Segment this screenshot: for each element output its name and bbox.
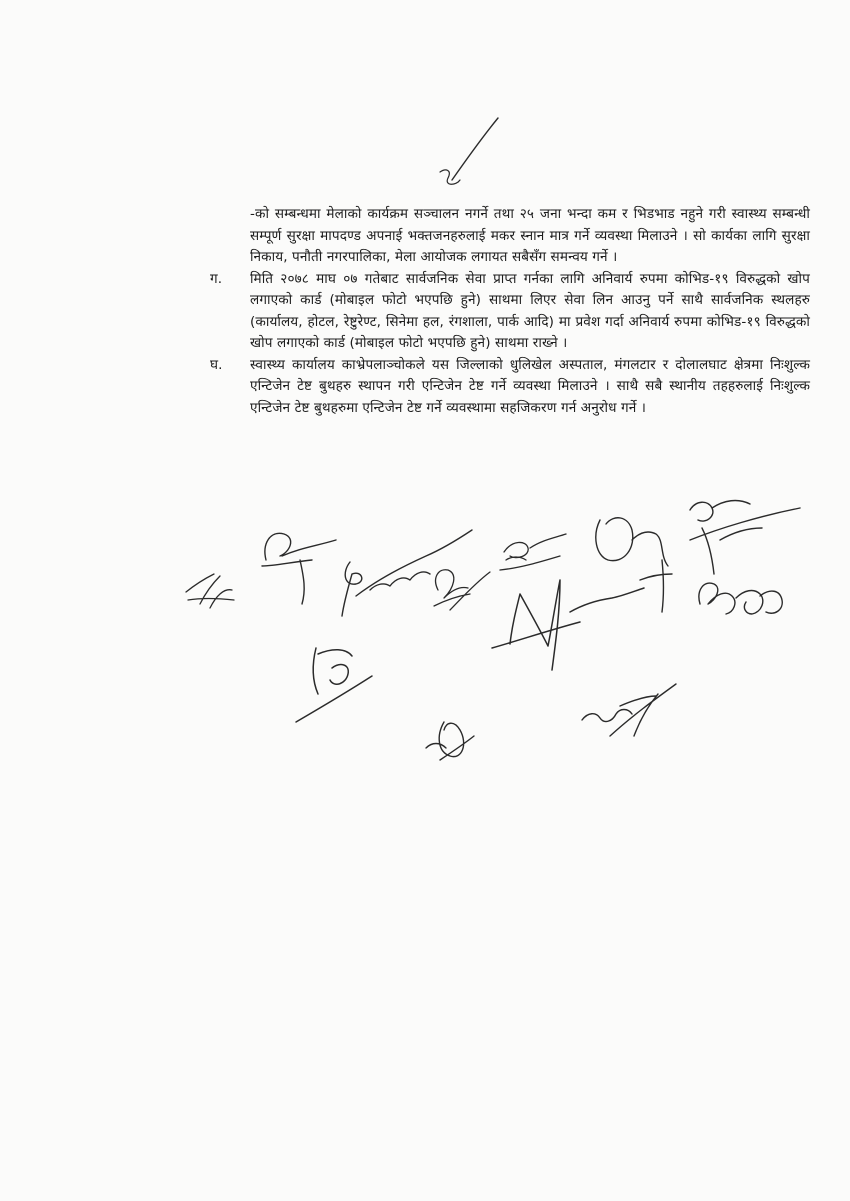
signature [699,583,782,614]
signature [426,722,474,760]
list-item-label: घ. [210,356,223,373]
signature [500,534,566,570]
signature [492,580,644,670]
signature [582,684,676,736]
signature [262,533,336,604]
list-item-label: ग. [210,270,223,287]
list-item-text: स्वास्थ्य कार्यालय काभ्रेपलाञ्चोकले यस जिल्लाको धुलिखेल अस्पताल, मंगलटार र दोलालघाट क्षेत्रमा निःशुल्क एन्टिजेन टेष्ट बुथहरु स्थापन गरी एन्टिजेन टेष्ट गर्ने व्यवस्था मिलाउने । साथै सबै स्थानीय तहहरुलाई निःशुल्क एन्टिजेन टेष्ट बुथहरुमा एन्टिजेन टेष्ट गर्ने व्यवस्थामा सहजिकरण गर्न अनुरोध गर्ने । [250,356,810,416]
continuation-paragraph: -को सम्बन्धमा मेलाको कार्यक्रम सञ्चालन नगर्ने तथा २५ जना भन्दा कम र भिडभाड नहुने गरी स्वास्थ्य सम्बन्धी सम्पूर्ण सुरक्षा मापदण्ड अपनाई भक्तजनहरुलाई मकर स्नान मात्र गर्ने व्यवस्था मिलाउने । सो कार्यका लागि सुरक्षा निकाय, पनौती नगरपालिका, मेला आयोजक लगायत सबैसँग समन्वय गर्ने । [250,206,810,265]
signature [434,570,490,610]
signature [186,574,234,608]
list-item-text: मिति २०७८ माघ ०७ गतेबाट सार्वजनिक सेवा प्राप्त गर्नका लागि अनिवार्य रुपमा कोभिड-१९ विरुद्धको खोप लगाएको कार्ड (मोबाइल फोटो भएपछि हुने) साथमा लिएर सेवा लिन आउनु पर्ने साथै सार्वजनिक स्थलहरु (कार्यालय, होटल, रेष्टुरेण्ट, सिनेमा हल, रंगशाला, पार्क आदि) मा प्रवेश गर्दा अनिवार्य रुपमा कोभिड-१९ विरुद्धको खोप लगाएको कार्ड (मोबाइल फोटो भएपछि हुने) साथमा राख्ने । [250,270,810,351]
signature [690,501,800,574]
signature [596,518,672,612]
signature [296,648,372,722]
